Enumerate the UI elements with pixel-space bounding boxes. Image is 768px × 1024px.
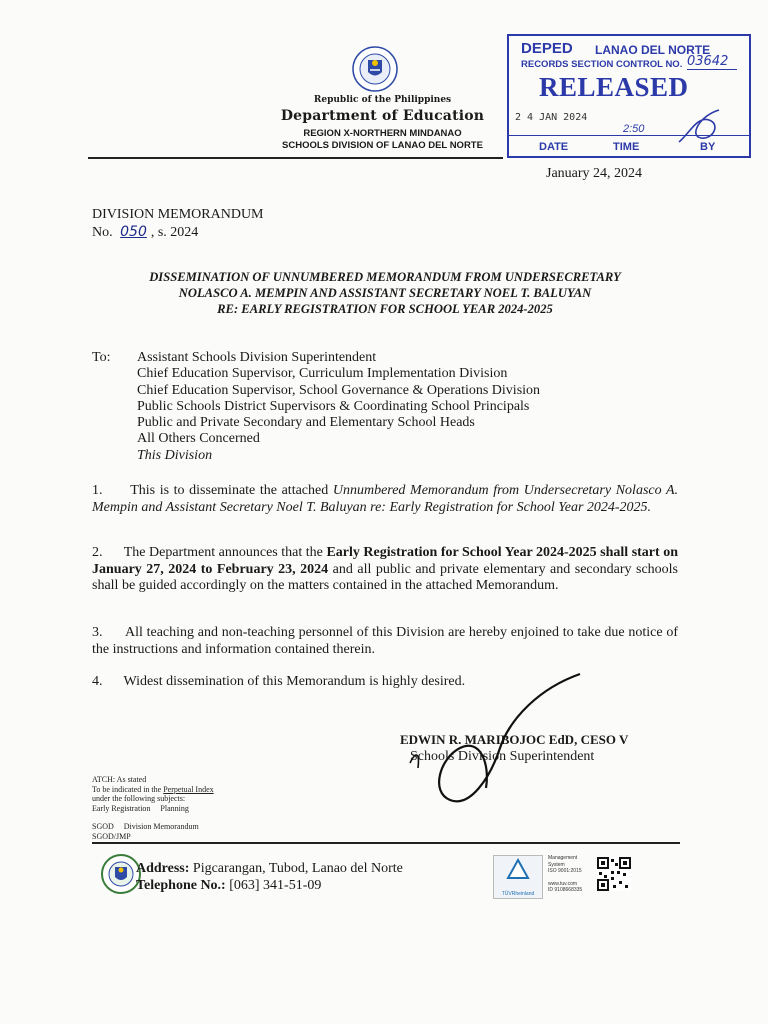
stamp-agency: DEPED <box>521 40 573 57</box>
paragraph-text: The Department announces that the <box>123 545 327 560</box>
memo-number-suffix: , s. 2024 <box>150 225 199 240</box>
header-republic: Republic of the Philippines <box>313 95 452 105</box>
recipient-item: Public Schools District Supervisors & Coordinating School Principals <box>137 398 530 414</box>
subject-line: DISSEMINATION OF UNNUMBERED MEMORANDUM FROM UNDERSECRETARY <box>149 270 621 284</box>
memo-type: DIVISION MEMORANDUM <box>92 207 264 222</box>
recipient-item: Assistant Schools Division Superintendent <box>137 350 377 365</box>
stamp-divider <box>509 135 749 136</box>
paragraph-number: 1. <box>92 483 103 498</box>
initials-note: SGOD/JMP <box>92 831 131 841</box>
stamp-by-label: BY <box>700 141 716 153</box>
stamp-control-label: RECORDS SECTION CONTROL NO. <box>521 59 683 70</box>
header-divider <box>88 157 503 159</box>
paragraph-4 <box>92 674 678 691</box>
badge-text: TÜVRheinland <box>501 891 535 897</box>
header-region: REGION X-NORTHERN MINDANAO <box>303 128 462 139</box>
qr-code-icon <box>597 857 631 891</box>
header-department: Department of Education <box>280 108 485 124</box>
subject-line: NOLASCO A. MEMPIN AND ASSISTANT SECRETARY NOEL T. BALUYAN <box>178 286 592 300</box>
paragraph-bold: Early Registration for School Year 2024-2025 shall start on January 27, 2024 to February 23, 2024 <box>92 545 678 577</box>
footer-address <box>136 861 403 877</box>
sgod-note: SGOD Division Memorandum <box>92 822 199 831</box>
address-label: Address: <box>136 861 190 876</box>
iso-line: Management <box>548 855 578 861</box>
deped-seal-icon <box>352 46 398 92</box>
stamp-date-value: 2 4 JAN 2024 <box>515 112 588 123</box>
iso-line: www.tuv.com <box>548 880 578 887</box>
recipient-item: All Others Concerned <box>137 431 260 447</box>
paragraph-3 <box>92 625 678 658</box>
recipient-scope: This Division <box>137 447 213 463</box>
stamp-control-number: 03642 <box>687 54 737 70</box>
memo-number <box>92 224 198 241</box>
iso-line: ID 9108668335 <box>548 887 583 893</box>
index-note-cont: under the following subjects: <box>92 794 186 803</box>
released-stamp <box>507 34 751 158</box>
footer-telephone <box>136 878 321 894</box>
tuv-triangle-icon <box>494 856 542 886</box>
index-subjects: Early Registration Planning <box>92 803 189 813</box>
notes-block <box>92 775 214 841</box>
iso-certification-text <box>548 855 588 894</box>
recipient-list <box>137 350 540 464</box>
memo-subject <box>85 269 685 317</box>
memo-date: January 24, 2024 <box>546 166 643 181</box>
paragraph-text: Widest dissemination of this Memorandum is highly desired. <box>123 674 466 689</box>
index-note-text: To be indicated in the <box>92 784 164 794</box>
paragraph-1 <box>92 483 678 516</box>
attach-note: ATCH: As stated <box>92 775 147 784</box>
stamp-initials-icon <box>669 106 729 146</box>
iso-line: ISO 9001:2015 <box>548 868 582 874</box>
paragraph-number: 4. <box>92 674 103 689</box>
paragraph-text: All teaching and non-teaching personnel of this Division are hereby enjoined to take due notice of the instructions and information contained therein. <box>92 625 678 657</box>
paragraph-number: 2. <box>92 545 103 560</box>
footer-divider <box>92 842 680 844</box>
stamp-date-label: DATE <box>539 141 569 153</box>
signatory-name: EDWIN R. MARIBOJOC EdD, CESO V <box>400 732 629 747</box>
index-note <box>92 785 214 795</box>
perpetual-index-link: Perpetual Index <box>163 784 214 794</box>
recipient-item: Public and Private Secondary and Elementary School Heads <box>137 415 475 431</box>
stamp-status: RELEASED <box>539 72 689 102</box>
signatory-title: Schools Division Superintendent <box>410 749 595 764</box>
tuv-certification-badge <box>493 855 543 899</box>
paragraph-italic: Unnumbered Memorandum from Undersecretary Nolasco A. Mempin and Assistant Secretary Noel T. Baluyan re: Early Registration for School Year 2024-2025. <box>92 483 679 515</box>
paragraph-text: This is to disseminate the attached <box>130 483 333 498</box>
address-value: Pigcarangan, Tubod, Lanao del Norte <box>189 861 403 876</box>
subject-line: RE: EARLY REGISTRATION FOR SCHOOL YEAR 2024-2025 <box>217 302 553 316</box>
iso-line: System <box>548 861 565 868</box>
handwritten-signature-icon <box>390 668 590 818</box>
header-division: SCHOOLS DIVISION OF LANAO DEL NORTE <box>282 140 483 151</box>
stamp-office: LANAO DEL NORTE <box>595 43 711 57</box>
telephone-label: Telephone No.: <box>136 878 226 893</box>
paragraph-2 <box>92 545 678 595</box>
recipient-item: Chief Education Supervisor, School Governance & Operations Division <box>137 382 541 398</box>
memo-number-value: 050 <box>120 224 147 240</box>
paragraph-number: 3. <box>92 625 103 640</box>
stamp-time-label: TIME <box>613 141 640 153</box>
telephone-value: [063] 341-51-09 <box>225 878 322 893</box>
memo-number-prefix: No. <box>92 225 113 240</box>
stamp-time-value: 2:50 <box>623 123 645 135</box>
paragraph-text: and all public and private elementary and secondary schools shall be guided accordingly on the matters contained in the attached Memorandum. <box>92 561 678 593</box>
to-label: To: <box>92 350 111 365</box>
recipient-item: Chief Education Supervisor, Curriculum Implementation Division <box>137 366 508 382</box>
